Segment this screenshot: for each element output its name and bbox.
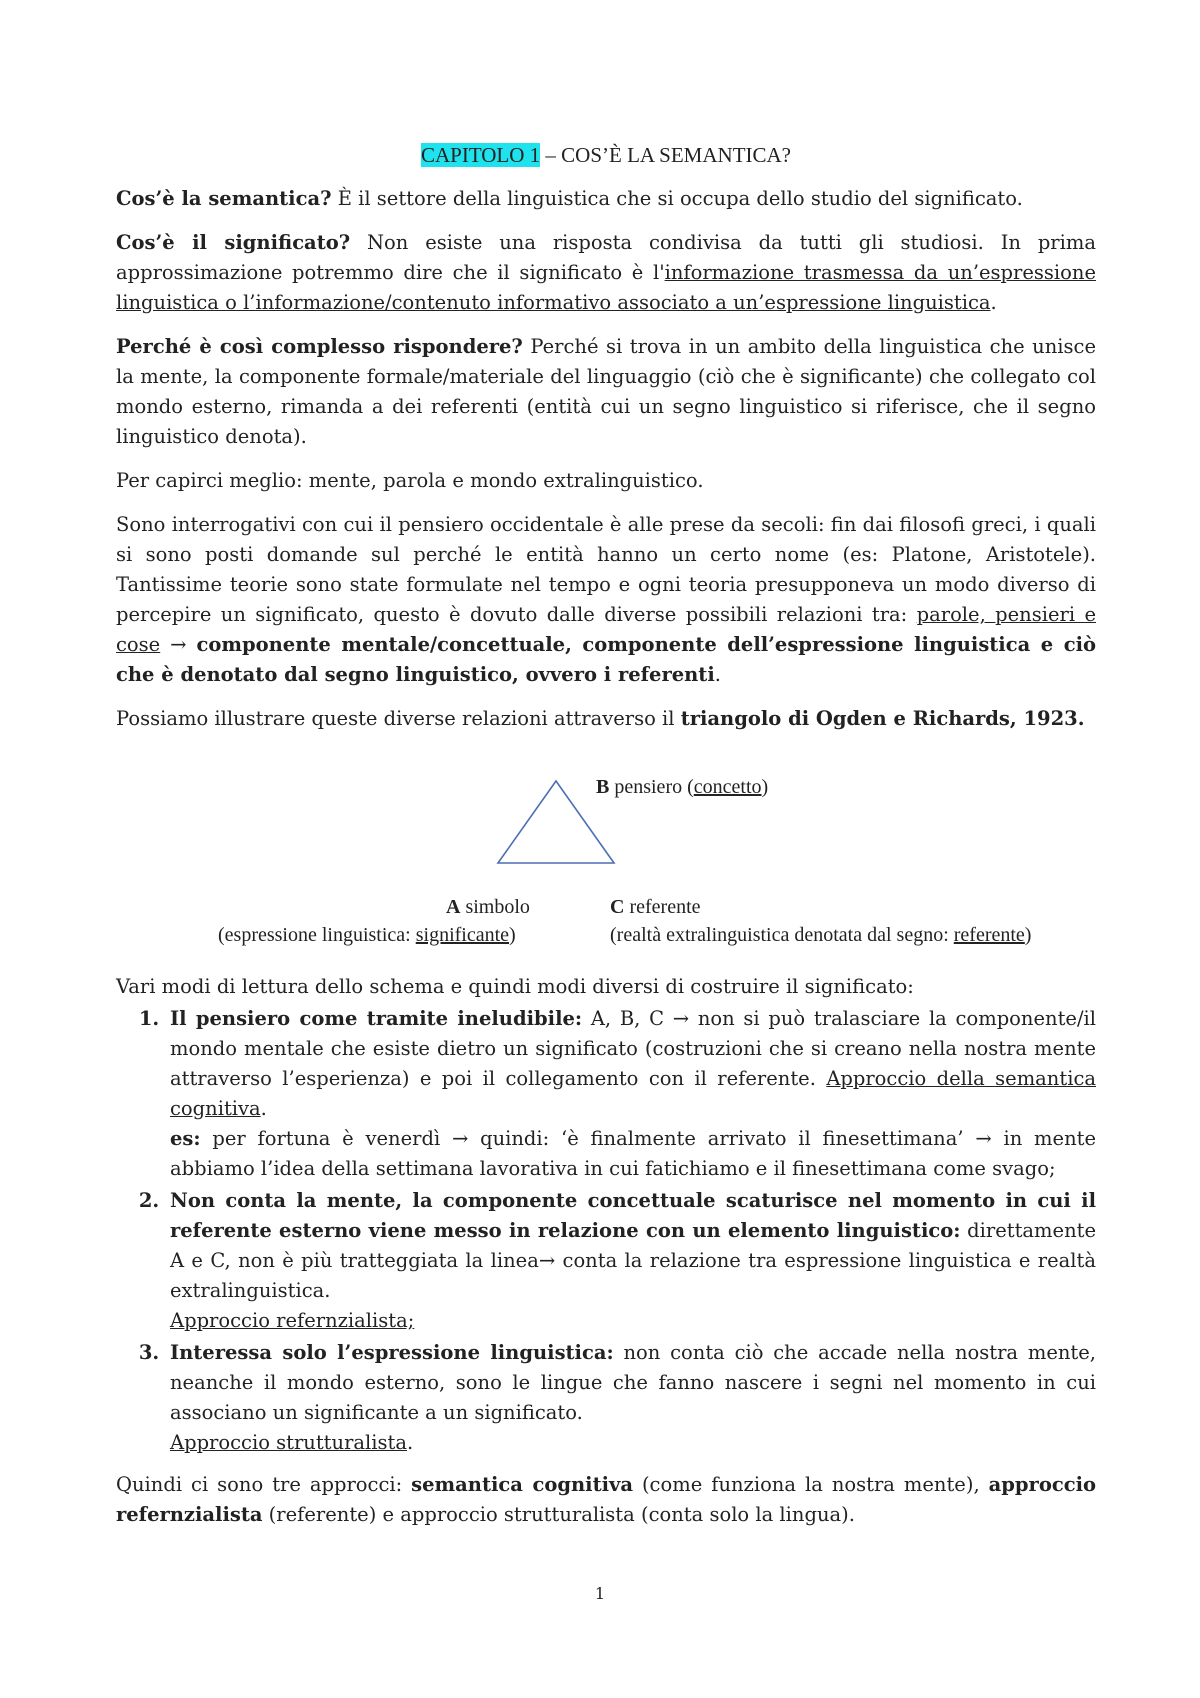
paragraph-semantics-definition xyxy=(116,184,1096,214)
label-text: (espressione linguistica: xyxy=(218,924,416,946)
question-label: Perché è così complesso rispondere? xyxy=(116,335,523,358)
title-highlight: CAPITOLO 1 xyxy=(420,143,541,167)
paragraph-triangle-intro xyxy=(116,704,1096,734)
item-underlined: Approccio refernzialista; xyxy=(170,1309,415,1332)
example-text: per fortuna è venerdì → quindi: ‘è finalmente arrivato il finesettimana’ → in mente abbiamo l’idea della settimana lavorativa in cui fatichiamo e il finesettimana come svago; xyxy=(170,1127,1096,1180)
label-letter: C xyxy=(610,896,625,918)
ogden-richards-triangle-figure xyxy=(116,748,1096,962)
punctuation: . xyxy=(260,1097,267,1120)
item-text: direttamente A e C, non è più tratteggiata la linea→ conta la relazione tra espressione linguistica e realtà extralinguistica. xyxy=(170,1219,1096,1302)
bold-text: approccio refernzialista xyxy=(116,1473,1096,1526)
page-number: 1 xyxy=(594,1584,606,1603)
bold-text: semantica cognitiva xyxy=(411,1473,633,1496)
label-paren: ) xyxy=(509,924,516,946)
label-b-thought xyxy=(596,772,768,802)
body-text: Possiamo illustrare queste diverse relazioni attraverso il xyxy=(116,707,681,730)
paragraph-summary: Per capirci meglio: mente, parola e mondo extralinguistico. xyxy=(116,469,704,492)
label-underlined: concetto xyxy=(693,776,762,798)
paragraph-history xyxy=(116,510,1096,690)
punctuation: . xyxy=(990,291,997,314)
label-paren: ) xyxy=(761,776,769,798)
body-text: Quindi ci sono tre approcci: xyxy=(116,1473,412,1496)
list-item xyxy=(166,1338,1096,1458)
list-item xyxy=(166,1004,1096,1184)
arrow-icon: → xyxy=(160,633,197,656)
label-text: referente xyxy=(624,896,701,918)
label-a-symbol xyxy=(446,892,530,922)
item-heading: Non conta la mente, la componente concettuale scaturisce nel momento in cui il referente esterno viene messo in relazione con un elemento linguistico: xyxy=(170,1189,1096,1242)
body-text: Sono interrogativi con cui il pensiero occidentale è alle prese da secoli: fin dai filosofi greci, i quali si sono posti domande sul perché le entità hanno un certo nome (es: Platone, Aristotele). Tantissime teorie sono state formulate nel tempo e ogni teoria presupponeva un modo diverso di percepire un significato, questo è dovuto dalle diverse possibili relazioni tra: xyxy=(116,513,1096,626)
bold-text: componente mentale/concettuale, componente dell’espressione linguistica e ciò che è denotato dal segno linguistico, ovvero i referenti xyxy=(116,633,1096,686)
question-label: Cos’è il significato? xyxy=(116,231,351,254)
label-paren: ) xyxy=(1024,924,1032,946)
answer-text: Non esiste una risposta condivisa da tutti gli studiosi. In prima approssimazione potremmo dire che il significato è l' xyxy=(116,231,1096,284)
example-label: es: xyxy=(170,1127,201,1150)
list-item xyxy=(166,1186,1096,1336)
answer-text: È il settore della linguistica che si occupa dello studio del significato. xyxy=(331,187,1023,210)
punctuation: . xyxy=(406,1431,414,1454)
item-text: A, B, C → non si può tralasciare la componente/il mondo mentale che esiste dietro un significato (costruzioni che si creano nella nostra mente attraverso l’esperienza) e poi il collegamento con il referente. xyxy=(170,1007,1096,1090)
body-text: (referente) e approccio strutturalista (conta solo la lingua). xyxy=(262,1503,855,1526)
item-heading: Interessa solo l’espressione linguistica: xyxy=(170,1341,614,1364)
label-letter: A xyxy=(446,896,461,918)
label-underlined: referente xyxy=(953,924,1025,946)
bold-text: triangolo di Ogden e Richards, 1923. xyxy=(680,707,1085,730)
question-label: Cos’è la semantica? xyxy=(116,187,332,210)
label-c-sub xyxy=(610,920,1031,950)
label-c-referent xyxy=(610,892,701,922)
punctuation: . xyxy=(714,663,721,686)
label-text: (realtà extralinguistica denotata dal segno: xyxy=(610,924,954,946)
document-page xyxy=(116,140,1096,1544)
label-text: simbolo xyxy=(460,896,530,918)
page-title xyxy=(116,140,1096,170)
paragraph-complexity xyxy=(116,332,1096,452)
title-rest: – COS’È LA SEMANTICA? xyxy=(540,143,792,167)
underlined-text: parole, pensieri e cose xyxy=(116,603,1097,656)
item-text: non conta ciò che accade nella nostra mente, neanche il mondo esterno, sono le lingue che fanno nascere i segni nel momento in cui associano un significante a un significato. xyxy=(170,1341,1096,1424)
label-letter: B xyxy=(596,776,610,798)
paragraph-reading-modes: Vari modi di lettura dello schema e quindi modi diversi di costruire il significato: xyxy=(116,975,914,998)
paragraph-conclusion xyxy=(116,1470,1096,1530)
label-text: pensiero ( xyxy=(609,776,694,798)
approaches-list xyxy=(116,1004,1096,1458)
body-text: (come funziona la nostra mente), xyxy=(632,1473,989,1496)
item-underlined: Approccio strutturalista xyxy=(170,1431,407,1454)
item-underlined: Approccio della semantica cognitiva xyxy=(170,1067,1096,1120)
label-underlined: significante xyxy=(415,924,510,946)
label-a-sub xyxy=(218,920,516,950)
item-heading: Il pensiero come tramite ineludibile: xyxy=(170,1007,583,1030)
underlined-text: informazione trasmessa da un’espressione linguistica o l’informazione/contenuto informativo associato a un’espressione linguistica xyxy=(116,261,1096,314)
answer-text: Perché si trova in un ambito della linguistica che unisce la mente, la componente formale/materiale del linguaggio (ciò che è significante) che collegato col mondo esterno, rimanda a dei referenti (entità cui un segno linguistico si riferisce, che il segno linguistico denota). xyxy=(116,335,1097,448)
paragraph-meaning-definition xyxy=(116,228,1096,318)
